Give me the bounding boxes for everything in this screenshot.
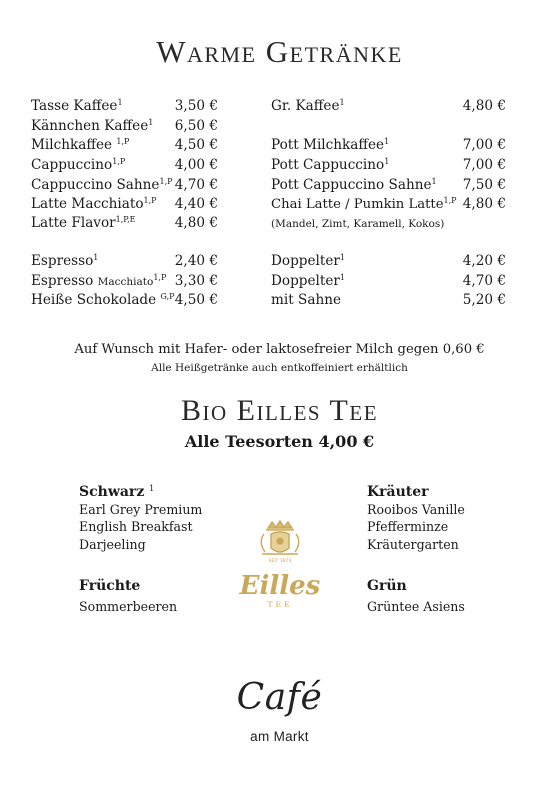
milk-note: Auf Wunsch mit Hafer- oder laktosefreier Milch gegen 0,60 € — [74, 342, 485, 357]
tea-item: Earl Grey Premium — [79, 502, 203, 517]
menu-item: Pott Cappuccino$^1$ — [271, 157, 390, 173]
menu-item: Milchkaffee $^{1,P}$ — [31, 137, 130, 153]
menu-price: 4,40 € — [174, 196, 218, 212]
menu-item: mit Sahne — [271, 292, 341, 308]
menu-price: 4,80 € — [462, 98, 506, 114]
menu-price: 4,20 € — [462, 253, 506, 269]
tea-category-schwarz: Schwarz $^1$ — [79, 484, 155, 500]
menu-item: Espresso$^1$ — [31, 253, 99, 269]
svg-text:Eilles: Eilles — [239, 571, 321, 601]
menu-item: Cappuccino Sahne$^{1,P}$ — [31, 177, 173, 193]
flavor-options: (Mandel, Zimt, Karamell, Kokos) — [271, 218, 445, 230]
menu-price: 6,50 € — [174, 118, 218, 134]
tea-category-fruechte: Früchte — [79, 578, 141, 594]
menu-item: Gr. Kaffee$^1$ — [271, 98, 345, 114]
tea-category-kraeuter: Kräuter — [367, 484, 429, 500]
menu-price: 5,20 € — [462, 292, 506, 308]
menu-price: 3,50 € — [174, 98, 218, 114]
tea-item: Rooibos Vanille — [367, 502, 465, 517]
menu-item: Pott Cappuccino Sahne$^1$ — [271, 177, 437, 193]
menu-price: 4,50 € — [174, 137, 218, 153]
tea-item: Sommerbeeren — [79, 599, 178, 614]
menu-price: 2,40 € — [174, 253, 218, 269]
menu-item: Kännchen Kaffee$^1$ — [31, 118, 154, 134]
menu-price: 7,50 € — [462, 177, 506, 193]
menu-price: 4,70 € — [174, 177, 218, 193]
section-title-tea: Bio Eilles Tee — [180, 394, 379, 427]
menu-item: Pott Milchkaffee$^1$ — [271, 137, 390, 153]
tea-category-gruen: Grün — [367, 578, 407, 594]
crest-icon — [238, 520, 322, 610]
menu-price: 7,00 € — [462, 137, 506, 153]
svg-text:SEIT 1873: SEIT 1873 — [268, 559, 292, 564]
menu-price: 4,80 € — [174, 215, 218, 231]
menu-item: Latte Flavor$^{1,P,E}$ — [31, 215, 136, 231]
tea-item: Kräutergarten — [367, 537, 459, 552]
tea-item: English Breakfast — [79, 519, 193, 534]
am-markt-logo-text: am Markt — [250, 729, 309, 744]
tea-all-price: Alle Teesorten 4,00 € — [184, 432, 375, 451]
menu-price: 4,80 € — [462, 196, 506, 212]
menu-price: 3,30 € — [174, 273, 218, 289]
menu-price: 4,00 € — [174, 157, 218, 173]
menu-price: 4,70 € — [462, 273, 506, 289]
menu-item: Doppelter$^1$ — [271, 253, 345, 269]
menu-item: Tasse Kaffee$^1$ — [31, 98, 123, 114]
cafe-logo-text: Café — [236, 677, 323, 718]
tea-item: Grüntee Asiens — [367, 599, 465, 614]
tea-item: Pfefferminze — [367, 519, 449, 534]
eilles-tee-logo — [238, 520, 322, 610]
menu-item: Chai Latte / Pumkin Latte$^{1,P}$ — [271, 196, 457, 212]
menu-item: Heiße Schokolade $^{G,P}$ — [31, 292, 175, 308]
section-title-warm-drinks: Warme Getränke — [156, 34, 403, 69]
decaf-note: Alle Heißgetränke auch entkoffeiniert erhältlich — [151, 362, 408, 374]
menu-item: Doppelter$^1$ — [271, 273, 345, 289]
menu-item: Espresso Macchiato$^{1,P}$ — [31, 273, 167, 289]
menu-item: Cappuccino$^{1,P}$ — [31, 157, 126, 173]
menu-price: 4,50 € — [174, 292, 218, 308]
svg-text:TEE: TEE — [267, 600, 293, 609]
menu-item: Latte Macchiato$^{1,P}$ — [31, 196, 157, 212]
menu-price: 7,00 € — [462, 157, 506, 173]
tea-item: Darjeeling — [79, 537, 146, 552]
